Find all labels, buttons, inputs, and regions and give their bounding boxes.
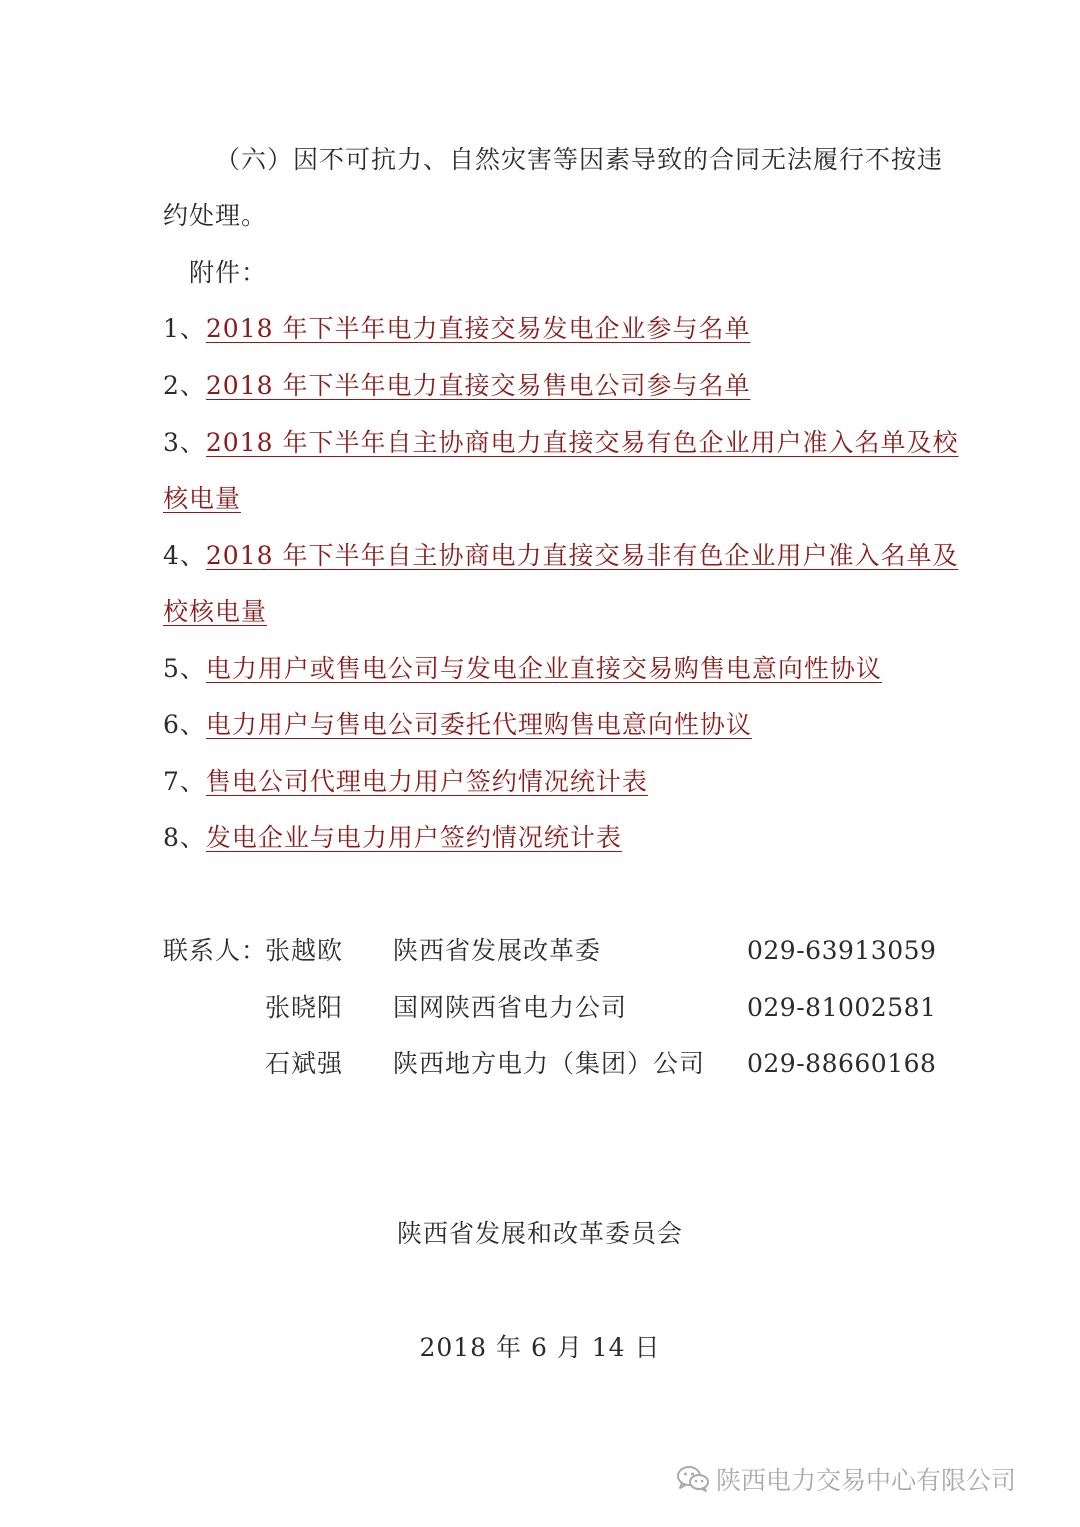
attachment-item-7: [163, 766, 648, 798]
attachment-item-4: [163, 540, 958, 572]
attachments-heading: 附件：: [189, 258, 268, 287]
contact-phone: 029-63913059: [747, 936, 937, 965]
attachment-link-4-continued[interactable]: 校核电量: [163, 597, 268, 626]
attachment-link-5[interactable]: 电力用户或售电公司与发电企业直接交易购售电意向性协议: [205, 654, 882, 683]
contact-phone: 029-88660168: [747, 1049, 937, 1078]
attachment-number: 4、: [163, 541, 206, 570]
attachment-number: 2、: [163, 371, 206, 400]
attachment-link-3-continued[interactable]: 核电量: [163, 484, 242, 513]
attachment-link-7[interactable]: 售电公司代理电力用户签约情况统计表: [205, 767, 648, 796]
attachment-number: 7、: [163, 767, 206, 796]
attachment-number: 8、: [163, 823, 206, 852]
attachment-item-5: [163, 653, 882, 685]
contact-org: 陕西省发展改革委: [393, 936, 602, 965]
contact-phone: 029-81002581: [747, 993, 937, 1022]
attachment-item-8: [163, 822, 622, 854]
attachment-number: 5、: [163, 654, 206, 683]
attachment-number: 1、: [163, 314, 206, 343]
contacts-label: 联系人：: [163, 936, 268, 965]
attachment-item-1: [163, 313, 750, 345]
contact-name: 石斌强: [265, 1049, 344, 1078]
contact-name: 张晓阳: [265, 993, 344, 1022]
signature-date: 2018 年 6 月 14 日: [419, 1333, 661, 1362]
attachment-link-6[interactable]: 电力用户与售电公司委托代理购售电意向性协议: [205, 710, 752, 739]
paragraph-line-1: （六）因不可抗力、自然灾害等因素导致的合同无法履行不按违: [215, 145, 944, 174]
wechat-icon: [676, 1465, 710, 1493]
contact-name: 张越欧: [265, 936, 344, 965]
attachment-number: 3、: [163, 428, 206, 457]
contact-org: 陕西地方电力（集团）公司: [393, 1049, 706, 1078]
watermark: [676, 1462, 1016, 1496]
attachment-link-2[interactable]: 2018 年下半年电力直接交易售电公司参与名单: [205, 371, 751, 400]
attachment-link-3[interactable]: 2018 年下半年自主协商电力直接交易有色企业用户准入名单及校: [205, 428, 959, 457]
attachment-item-3: [163, 427, 958, 459]
attachment-number: 6、: [163, 710, 206, 739]
attachment-link-1[interactable]: 2018 年下半年电力直接交易发电企业参与名单: [205, 314, 751, 343]
attachment-item-6: [163, 709, 752, 741]
attachment-item-4-continued: [163, 596, 267, 628]
contact-org: 国网陕西省电力公司: [393, 993, 628, 1022]
attachment-link-8[interactable]: 发电企业与电力用户签约情况统计表: [205, 823, 622, 852]
signature-org: 陕西省发展和改革委员会: [396, 1219, 683, 1248]
watermark-text: 陕西电力交易中心有限公司: [716, 1466, 1017, 1495]
attachment-link-4[interactable]: 2018 年下半年自主协商电力直接交易非有色企业用户准入名单及: [205, 541, 959, 570]
paragraph-line-2: 约处理。: [163, 201, 268, 230]
attachment-item-3-continued: [163, 483, 241, 515]
attachment-item-2: [163, 370, 750, 402]
